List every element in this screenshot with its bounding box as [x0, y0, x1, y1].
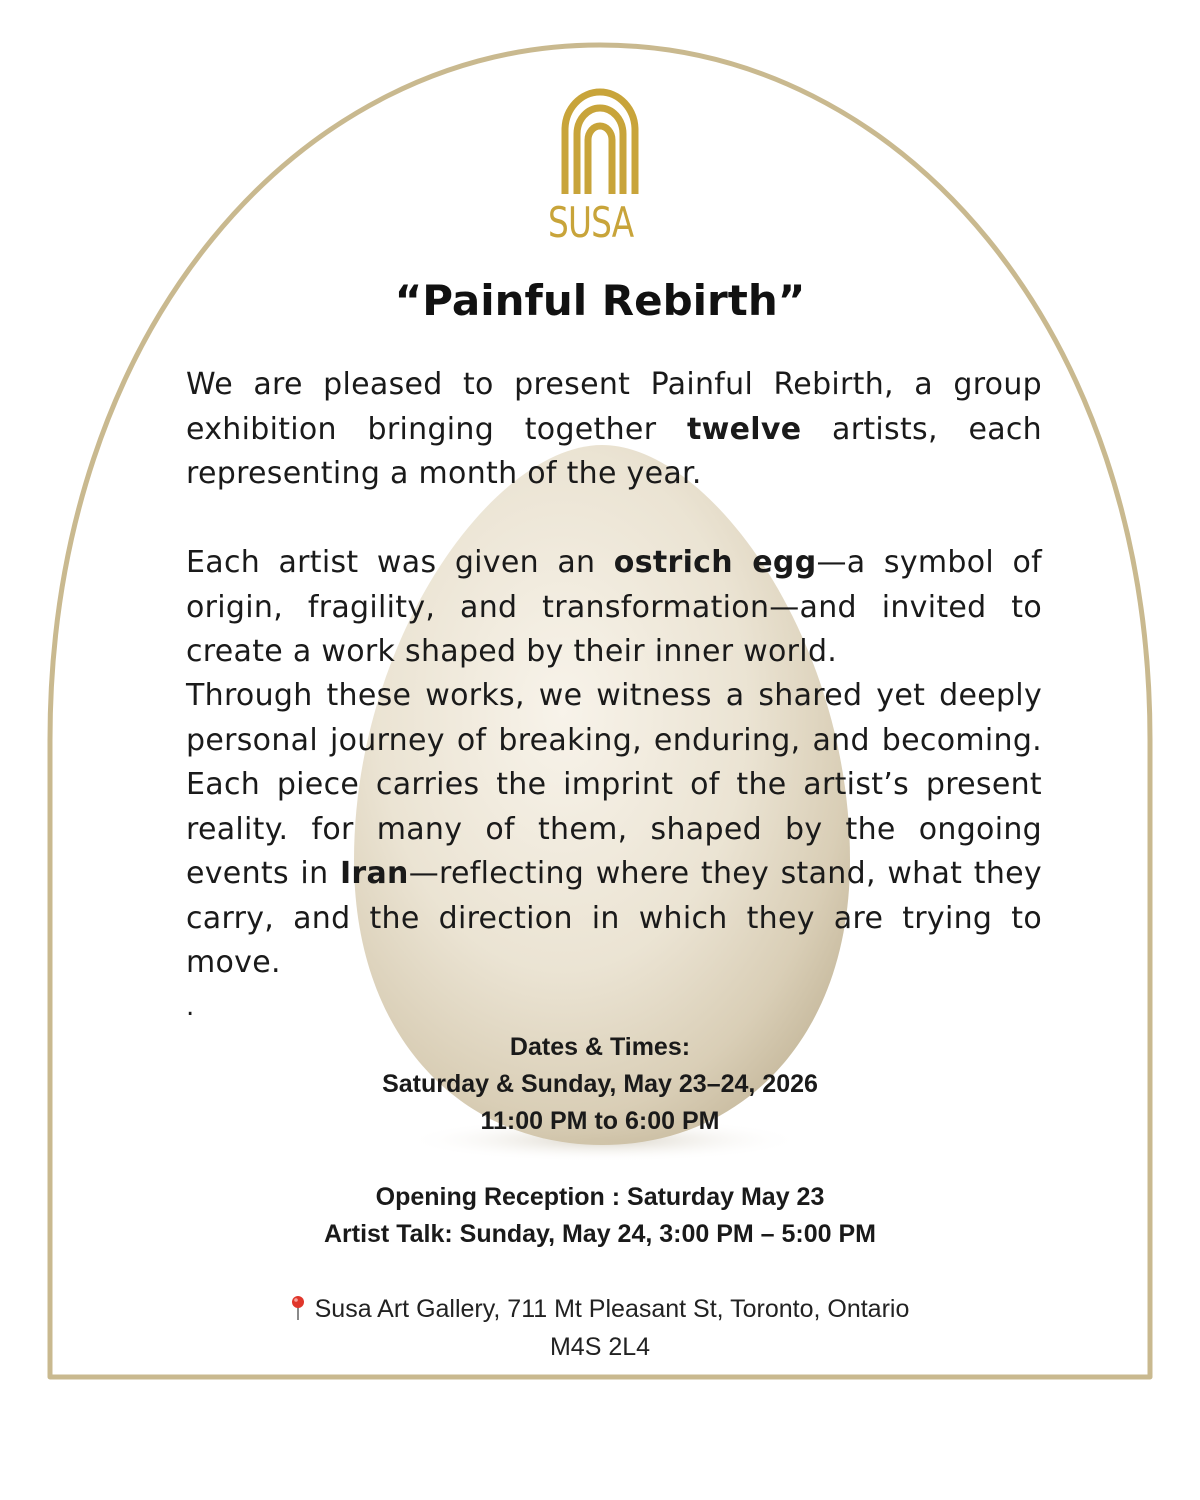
egg-paragraph — [186, 541, 1042, 675]
journey-bold: Iran — [339, 856, 409, 891]
logo-wordmark: SUSA — [547, 198, 634, 247]
egg-text-b: —a symbol of origin, fragility, and transformation—and invited to create a work shaped by their inner world. — [186, 545, 1042, 669]
dates-range: Saturday & Sunday, May 23–24, 2026 — [382, 1070, 818, 1098]
intro-bold: twelve — [686, 411, 802, 447]
artist-talk: Artist Talk: Sunday, May 24, 3:00 PM – 5:00 PM — [323, 1220, 877, 1248]
dates-section — [0, 1029, 1200, 1140]
journey-text-a: Through these works, we witness a shared yet deeply personal journey of breaking, enduring, and becoming. Each piece carries the imprint of the artist’s present reality. for many of them, shaped by the ongoing events in — [186, 678, 1042, 891]
events-section — [0, 1179, 1200, 1253]
intro-text-a: We are pleased to present Painful Rebirth, a group exhibition bringing together — [186, 367, 1042, 447]
separator-dot: . — [186, 992, 195, 1022]
intro-paragraph — [186, 363, 1042, 497]
intro-text-b: artists, each representing a month of the year. — [186, 411, 1043, 491]
address-line-2: M4S 2L4 — [549, 1333, 651, 1361]
opening-reception: Opening Reception : Saturday May 23 — [375, 1183, 825, 1211]
dates-hours: 11:00 PM to 6:00 PM — [480, 1107, 720, 1135]
address-line-1: Susa Art Gallery, 711 Mt Pleasant St, Toronto, Ontario — [314, 1295, 910, 1323]
map-pin-icon — [291, 1295, 305, 1321]
egg-bold: ostrich egg — [613, 545, 817, 580]
egg-text-a: Each artist was given an — [186, 545, 614, 580]
journey-paragraph — [186, 674, 1042, 986]
exhibition-title: “Painful Rebirth” — [394, 276, 806, 325]
journey-text-b: —reflecting where they stand, what they carry, and the direction in which they are trying to move. — [186, 856, 1042, 980]
dates-heading: Dates & Times: — [509, 1033, 691, 1061]
address-section — [0, 1290, 1200, 1366]
